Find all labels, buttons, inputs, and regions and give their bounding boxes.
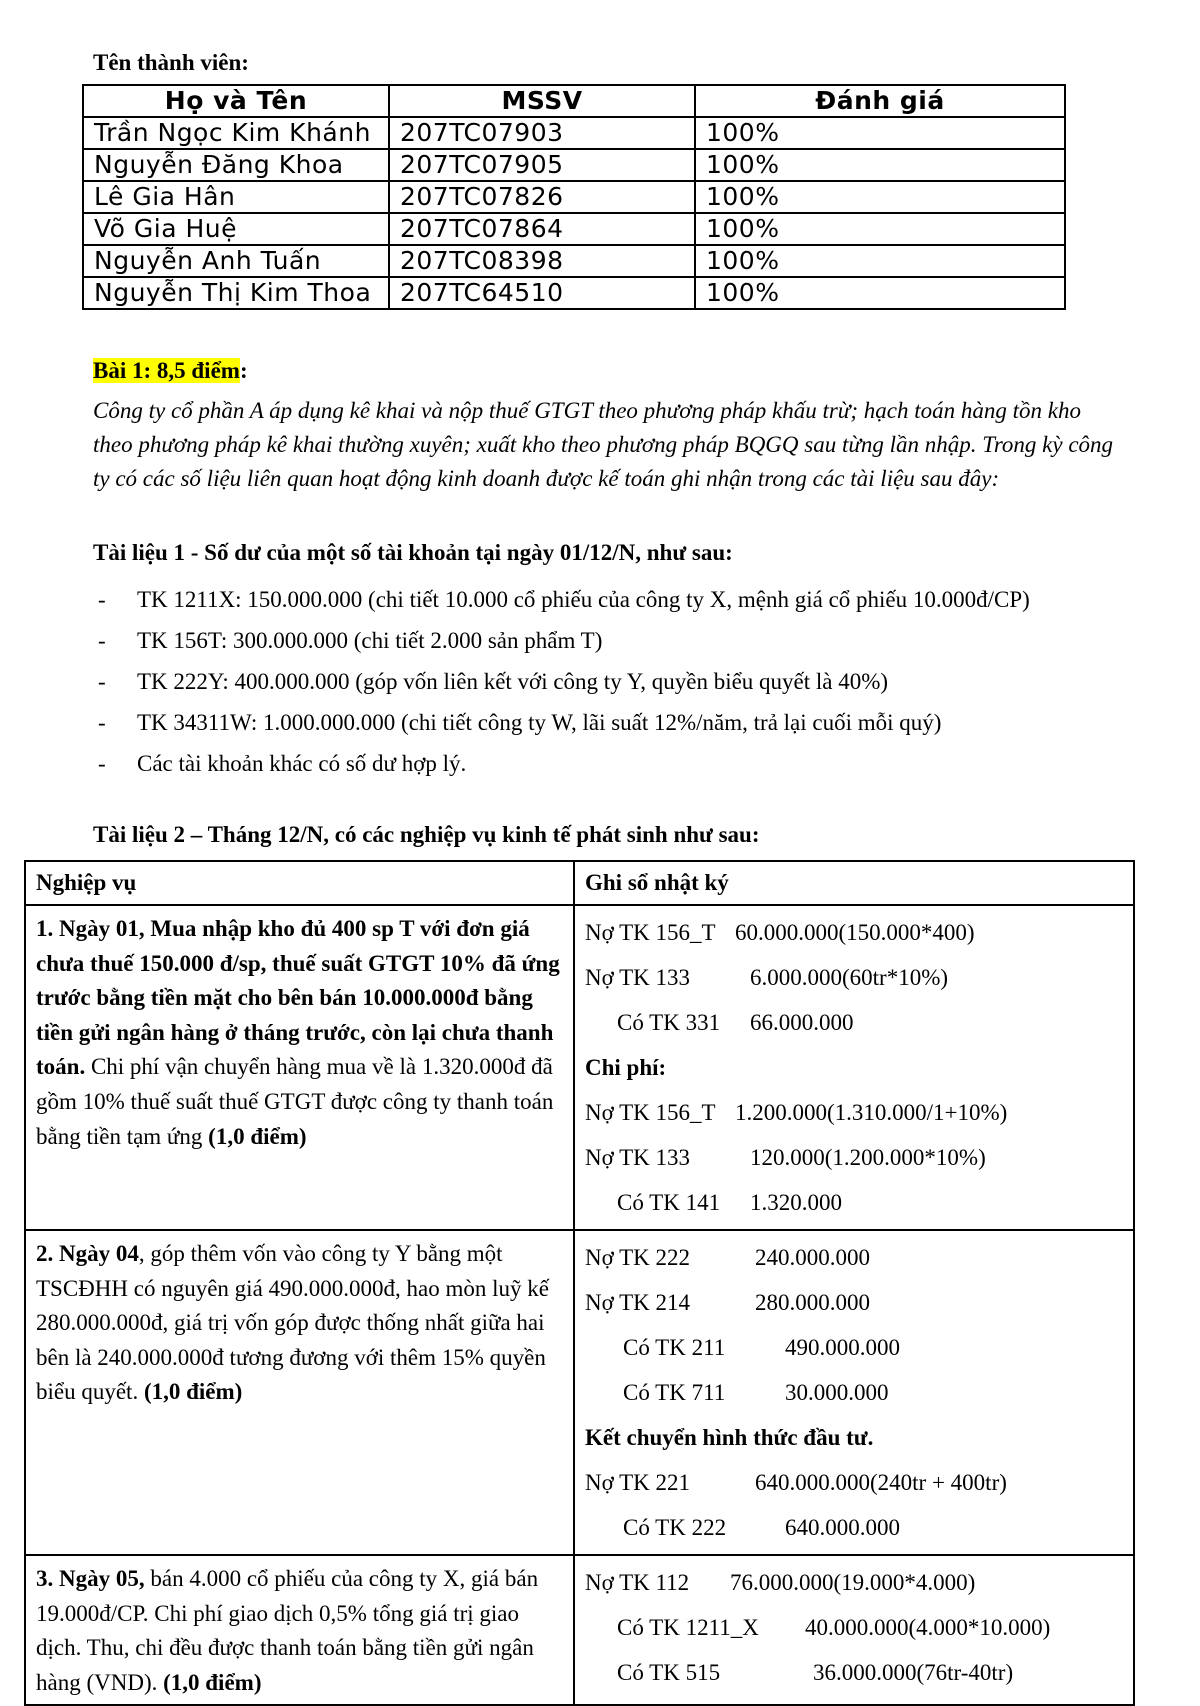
journal-line [585,1180,1123,1225]
journal-line [585,1370,1123,1415]
journal-amount: 36.000.000(76tr-40tr) [813,1660,1014,1685]
journal-line [585,1280,1123,1325]
document-1-heading: Tài liệu 1 - Số dư của một số tài khoản tại ngày 01/12/N, như sau: [93,540,733,565]
journal-line [585,1560,1123,1605]
transactions-table [24,860,1135,1706]
list-item [93,583,1093,617]
list-item-text: Các tài khoản khác có số dư hợp lý. [137,751,467,776]
column-header-name: Họ và Tên [83,85,389,117]
journal-amount: 76.000.000(19.000*4.000) [730,1570,976,1595]
column-header-rating: Đánh giá [695,85,1065,117]
member-student-id-cell: 207TC64510 [389,277,695,309]
journal-amount: 40.000.000(4.000*10.000) [805,1615,1051,1640]
journal-account: Có TK 211 [623,1335,726,1360]
journal-amount: 490.000.000 [785,1335,900,1360]
journal-line [585,1605,1123,1650]
journal-account: Có TK 515 [617,1660,721,1685]
journal-amount: 280.000.000 [755,1290,870,1315]
journal-line [585,1460,1123,1505]
list-item-text: TK 34311W: 1.000.000.000 (chi tiết công ty W, lãi suất 12%/năm, trả lại cuối mỗi quý) [137,710,942,735]
transaction-description-bold: 3. Ngày 05, [36,1566,145,1591]
bullet-dash: - [98,710,106,735]
journal-line [585,1325,1123,1370]
transaction-description-text: bán 4.000 cổ phiếu của công ty X, giá bán 19.000đ/CP. Chi phí giao dịch 0,5% tổng giá trị giao dịch. Thu, chi đều được thanh toán bằng tiền gửi ngân hàng (VND). [36,1566,539,1695]
list-item-text: TK 156T: 300.000.000 (chi tiết 2.000 sản phẩm T) [137,628,603,653]
document-1-balance-list [93,583,1093,788]
column-header-transaction: Nghiệp vụ [25,861,574,905]
transactions-header-row [25,861,1134,905]
member-name-cell: Nguyễn Thị Kim Thoa [83,277,389,309]
list-item-text: TK 222Y: 400.000.000 (góp vốn liên kết với công ty Y, quyền biểu quyết là 40%) [137,669,889,694]
member-rating-cell: 100% [695,117,1065,149]
journal-amount: 120.000(1.200.000*10%) [750,1145,986,1170]
member-rating-cell: 100% [695,213,1065,245]
member-student-id-cell: 207TC07864 [389,213,695,245]
member-student-id-cell: 207TC07826 [389,181,695,213]
member-student-id-cell: 207TC07903 [389,117,695,149]
bullet-dash: - [98,628,106,653]
journal-account: Chi phí: [585,1055,667,1080]
member-name-cell: Trần Ngọc Kim Khánh [83,117,389,149]
document-2-heading: Tài liệu 2 – Tháng 12/N, có các nghiệp vụ kinh tế phát sinh như sau: [93,822,760,847]
transaction-points: (1,0 điểm) [208,1123,307,1149]
bullet-dash: - [98,587,106,612]
journal-account: Nợ TK 133 [585,965,691,990]
journal-line [585,1135,1123,1180]
exercise-heading-highlight: Bài 1: 8,5 điểm [93,358,240,383]
transaction-description-text: Chi phí vận chuyển hàng mua về là 1.320.000đ đã gồm 10% thuế suất thuế GTGT được công ty thanh toán bằng tiền tạm ứng [36,1054,554,1149]
transaction-description-cell [25,1230,574,1555]
journal-amount: 1.320.000 [750,1190,842,1215]
journal-account: Nợ TK 214 [585,1290,691,1315]
journal-amount: 66.000.000 [750,1010,854,1035]
member-name-cell: Lê Gia Hân [83,181,389,213]
table-row [83,117,1065,149]
journal-account: Có TK 331 [617,1010,721,1035]
member-rating-cell: 100% [695,181,1065,213]
column-header-journal: Ghi sổ nhật ký [574,861,1134,905]
members-title: Tên thành viên: [93,50,249,75]
table-row [25,1230,1134,1555]
journal-account: Nợ TK 156_T [585,920,716,945]
journal-section-label [585,1415,1123,1460]
table-row [25,1555,1134,1705]
journal-line [585,1090,1123,1135]
journal-account: Có TK 141 [617,1190,721,1215]
journal-account: Nợ TK 222 [585,1245,691,1270]
exercise-heading-colon: : [239,358,248,383]
members-header-row [83,85,1065,117]
list-item [93,665,1093,699]
member-student-id-cell: 207TC08398 [389,245,695,277]
journal-amount: 640.000.000(240tr + 400tr) [755,1470,1007,1495]
member-rating-cell: 100% [695,149,1065,181]
journal-amount: 240.000.000 [755,1245,870,1270]
transaction-points: (1,0 điểm) [163,1669,262,1695]
table-row [83,181,1065,213]
journal-amount: 30.000.000 [785,1380,889,1405]
transaction-description-cell [25,1555,574,1705]
list-item-text: TK 1211X: 150.000.000 (chi tiết 10.000 cổ phiếu của công ty X, mệnh giá cổ phiếu 10.000đ/CP) [137,587,1030,612]
member-rating-cell: 100% [695,277,1065,309]
journal-line [585,1235,1123,1280]
journal-entry-cell [574,905,1134,1230]
member-name-cell: Võ Gia Huệ [83,213,389,245]
transaction-description-text: , góp thêm vốn vào công ty Y bằng một TSCĐHH có nguyên giá 490.000.000đ, hao mòn luỹ kế 280.000.000đ, giá trị vốn góp được thống nhất giữa hai bên là 240.000.000đ tương đương với thêm 15% quyền biểu quyết. [36,1241,549,1405]
transaction-description-bold: 2. Ngày 04 [36,1241,139,1266]
journal-line [585,910,1123,955]
journal-line [585,1000,1123,1045]
exercise-intro: Công ty cổ phần A áp dụng kê khai và nộp thuế GTGT theo phương pháp khấu trừ; hạch toán hàng tồn kho theo phương pháp kê khai thường xuyên; xuất kho theo phương pháp BQGQ sau từng lần nhập. Trong kỳ công ty có các số liệu liên quan hoạt động kinh doanh được kế toán ghi nhận trong các tài liệu sau đây: [93,398,1114,491]
transaction-description-bold: 1. Ngày 01, Mua nhập kho đủ 400 sp T với đơn giá chưa thuế 150.000 đ/sp, thuế suất GTGT 10% đã ứng trước bằng tiền mặt cho bên bán 10.000.000đ bằng tiền gửi ngân hàng ở tháng trước, còn lại chưa thanh toán. [36,916,560,1080]
member-rating-cell: 100% [695,245,1065,277]
list-item [93,624,1093,658]
table-row [83,149,1065,181]
members-table [82,84,1066,310]
journal-line [585,1650,1123,1695]
journal-amount: 1.200.000(1.310.000/1+10%) [735,1100,1008,1125]
list-item [93,747,1093,781]
journal-amount: 640.000.000 [785,1515,900,1540]
journal-entry-cell [574,1555,1134,1705]
table-row [83,245,1065,277]
table-row [83,213,1065,245]
table-row [83,277,1065,309]
bullet-dash: - [98,751,106,776]
bullet-dash: - [98,669,106,694]
list-item [93,706,1093,740]
journal-account: Kết chuyển hình thức đầu tư. [585,1425,874,1450]
journal-line [585,955,1123,1000]
journal-account: Có TK 1211_X [617,1615,759,1640]
column-header-student-id: MSSV [389,85,695,117]
journal-account: Nợ TK 133 [585,1145,691,1170]
table-row [25,905,1134,1230]
journal-section-label [585,1045,1123,1090]
member-student-id-cell: 207TC07905 [389,149,695,181]
exercise-heading [93,358,248,384]
transaction-points: (1,0 điểm) [143,1379,243,1405]
journal-entry-cell [574,1230,1134,1555]
journal-amount: 6.000.000(60tr*10%) [750,965,949,990]
member-name-cell: Nguyễn Đăng Khoa [83,149,389,181]
journal-account: Có TK 222 [623,1515,727,1540]
journal-account: Nợ TK 156_T [585,1100,716,1125]
journal-line [585,1505,1123,1550]
transaction-description-cell [25,905,574,1230]
journal-amount: 60.000.000(150.000*400) [735,920,975,945]
journal-account: Nợ TK 221 [585,1470,691,1495]
member-name-cell: Nguyễn Anh Tuấn [83,245,389,277]
journal-account: Có TK 711 [623,1380,726,1405]
journal-account: Nợ TK 112 [585,1570,690,1595]
